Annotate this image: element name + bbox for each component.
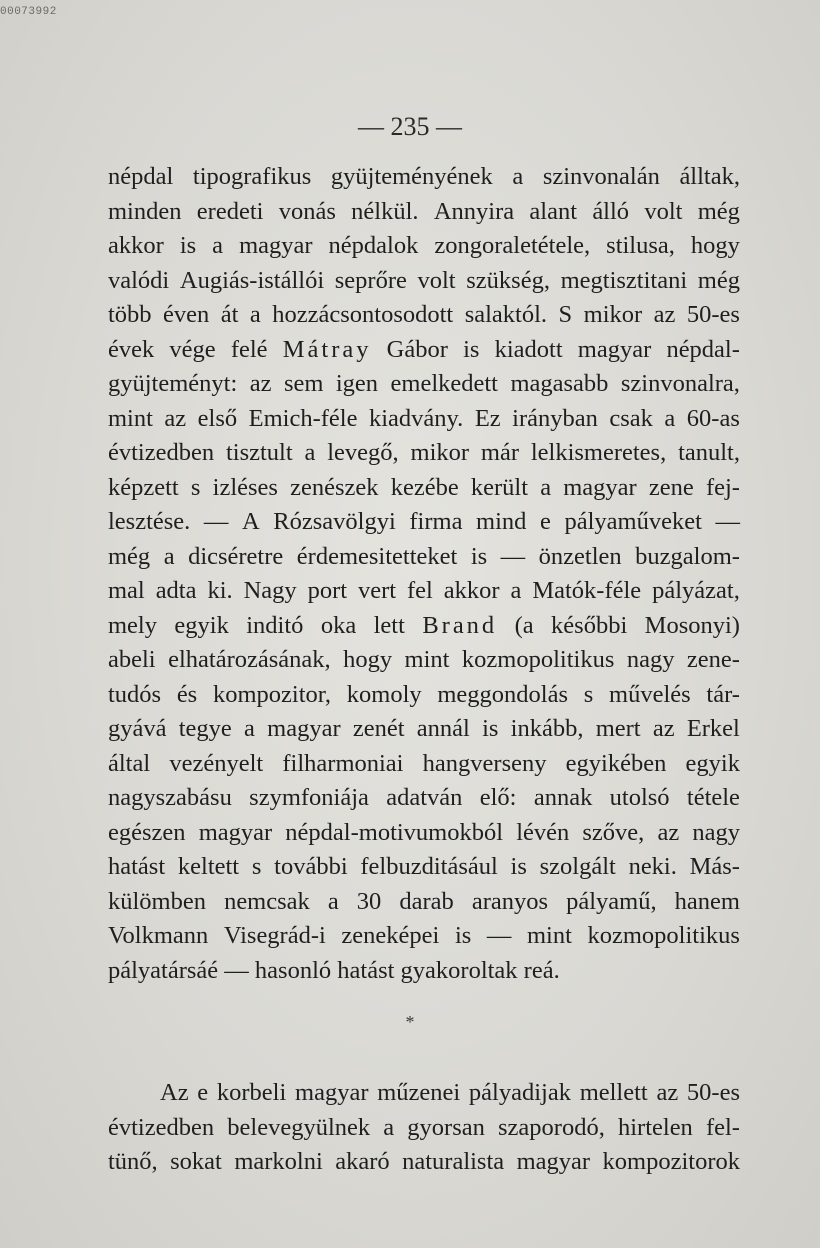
- word: a: [249, 301, 261, 328]
- text-line: [108, 1111, 740, 1146]
- word: mint: [526, 922, 572, 949]
- word: igen: [335, 370, 379, 397]
- word: tár-: [706, 680, 740, 708]
- word: alant: [529, 197, 578, 225]
- text-line: [108, 402, 740, 437]
- word: került: [470, 473, 529, 501]
- text-line: [108, 505, 740, 540]
- word: komoly: [346, 680, 422, 708]
- word: filharmoniai: [282, 749, 404, 777]
- word: kozmopolitikus: [587, 922, 740, 949]
- text-line: [108, 574, 740, 609]
- word: az: [656, 1079, 679, 1106]
- word: a: [512, 163, 524, 190]
- word: lelkismeretes,: [530, 439, 667, 466]
- word: stilusa,: [606, 232, 675, 259]
- word: művelés: [609, 680, 691, 708]
- paragraph-1: [108, 160, 740, 988]
- word: nagyszabásu: [108, 784, 232, 811]
- word: képzett: [108, 473, 179, 501]
- word: magyar: [239, 232, 313, 259]
- word: nagy: [626, 646, 675, 673]
- word: firma: [409, 508, 463, 535]
- word: magyar: [563, 473, 637, 501]
- word: több: [108, 301, 152, 328]
- word: későbbi: [551, 611, 628, 639]
- word: tipografikus: [192, 163, 312, 190]
- text-line: [108, 609, 740, 644]
- word: és: [176, 680, 198, 708]
- word: minden: [108, 197, 182, 225]
- word: inditó: [246, 611, 304, 639]
- word: hirtelen: [617, 1113, 693, 1141]
- word: Mosonyi): [644, 611, 740, 639]
- word: zenészek: [290, 473, 379, 501]
- word: szinvonalra,: [620, 370, 740, 397]
- text-line: [108, 195, 740, 230]
- word: keltett: [177, 853, 240, 880]
- word: korbeli: [216, 1079, 287, 1106]
- text-line: [108, 747, 740, 782]
- word: hozzácsontosodott: [272, 301, 454, 328]
- word: sem: [283, 370, 324, 397]
- word: a: [510, 577, 522, 604]
- word: —: [500, 542, 526, 570]
- word: volt: [417, 266, 456, 294]
- word: tudós: [108, 680, 162, 708]
- word: is: [470, 542, 488, 570]
- word: magyar: [516, 1148, 591, 1175]
- word: önzetlen: [538, 542, 622, 570]
- word: a: [383, 1113, 395, 1141]
- word: szükség,: [466, 266, 550, 294]
- word: Emich-féle: [248, 404, 358, 432]
- word: e: [540, 508, 551, 535]
- word: Erkel: [686, 715, 740, 742]
- word: 50-es: [686, 1079, 740, 1106]
- word: a: [664, 404, 676, 432]
- word: mikor: [583, 301, 643, 328]
- word: is: [463, 335, 480, 363]
- word: kozmopolitikus: [461, 646, 615, 673]
- word: szolgált: [539, 853, 616, 880]
- word: Nagy: [243, 577, 297, 604]
- text-line-last: pályatársáé — hasonló hatást gyakoroltak reá.: [108, 956, 560, 984]
- word: fel: [407, 577, 433, 604]
- word: az: [653, 301, 676, 328]
- word: is: [482, 715, 499, 742]
- word: Az: [160, 1079, 189, 1106]
- word: egészen: [108, 818, 186, 846]
- word: is: [510, 853, 527, 880]
- word: pályázat,: [652, 577, 740, 604]
- word: annak: [533, 784, 593, 811]
- word: éven: [163, 301, 210, 328]
- word: Ez: [474, 404, 501, 432]
- word: belevegyülnek: [227, 1113, 371, 1141]
- word: további: [274, 853, 348, 880]
- word: Más-: [689, 853, 740, 880]
- word: gyüjteményének: [330, 163, 493, 190]
- text-line: [108, 885, 740, 920]
- word: vége: [169, 335, 216, 363]
- word: vert: [357, 577, 397, 604]
- text-line: [108, 540, 740, 575]
- word: tisztult: [225, 439, 293, 466]
- word: műzenei: [377, 1079, 461, 1106]
- word: szőve,: [582, 818, 645, 846]
- word: mint: [404, 646, 450, 673]
- word: népdal-motivumokból: [285, 818, 504, 846]
- word: már: [480, 439, 519, 466]
- text-line: [108, 1076, 740, 1111]
- text-line: [108, 816, 740, 851]
- word: elő:: [479, 784, 517, 811]
- word: az: [652, 715, 675, 742]
- paragraph-2: [108, 1076, 740, 1180]
- section-separator: *: [405, 1012, 415, 1032]
- word: megtisztitani: [560, 266, 688, 294]
- word: Rózsavölgyi: [273, 508, 396, 535]
- word: tétele: [686, 784, 740, 811]
- word: Volkmann: [108, 922, 209, 949]
- word: hangverseny: [422, 749, 547, 777]
- word: a: [540, 473, 552, 501]
- word: mal: [108, 577, 145, 604]
- word: még: [697, 197, 740, 225]
- word: —: [203, 508, 229, 535]
- word: Augiás-istállói: [179, 266, 325, 294]
- word: külömben: [108, 887, 206, 915]
- word: Gábor: [386, 335, 448, 363]
- word: levegő,: [327, 439, 399, 466]
- text-line: [108, 298, 740, 333]
- text-line: [108, 781, 740, 816]
- word: 50-es: [686, 301, 740, 328]
- word: magyar: [295, 1079, 369, 1106]
- word: az: [249, 370, 272, 397]
- word: Matók-féle: [532, 577, 642, 604]
- word: akaró: [335, 1148, 390, 1175]
- word: az: [164, 404, 187, 432]
- word: nélkül.: [351, 197, 419, 225]
- word: érdemesitetteket: [296, 542, 458, 570]
- text-line: [108, 333, 740, 368]
- word: pályadijak: [468, 1079, 571, 1106]
- word: mikor: [410, 439, 470, 466]
- word: S: [558, 301, 573, 328]
- word: buzgalom-: [635, 542, 740, 570]
- word: akkor: [108, 232, 164, 259]
- word: s: [583, 680, 594, 708]
- word: egyikében: [565, 749, 667, 777]
- page-number: — 235 —: [358, 112, 462, 141]
- word: (a: [514, 611, 534, 639]
- word: Annyira: [433, 197, 515, 225]
- word: zene: [648, 473, 694, 501]
- word: gyüjteményt:: [108, 370, 238, 397]
- word: fel-: [705, 1113, 740, 1141]
- word: darab: [399, 887, 454, 915]
- word: szymfoniája: [249, 784, 369, 811]
- word: a: [244, 715, 255, 742]
- word: oka: [320, 611, 357, 639]
- word: kezébe: [390, 473, 459, 501]
- word: sokat: [170, 1148, 222, 1175]
- word: kompozitor,: [212, 680, 332, 708]
- word: első: [197, 404, 238, 432]
- word: hanem: [674, 887, 740, 915]
- word: lett: [373, 611, 405, 639]
- word: salaktól.: [464, 301, 548, 328]
- word: tünő,: [108, 1148, 158, 1175]
- word: adatván: [386, 784, 463, 811]
- word: is: [454, 922, 472, 949]
- word: irányban: [512, 404, 598, 432]
- word: valódi: [108, 266, 170, 294]
- word: emelkedett: [390, 370, 498, 397]
- text-line: [108, 712, 740, 747]
- word: népdalok: [328, 232, 419, 259]
- word: még: [108, 542, 151, 570]
- word: át: [220, 301, 239, 328]
- text-line: [108, 678, 740, 713]
- word: nemcsak: [224, 887, 310, 915]
- word: álltak,: [679, 163, 740, 190]
- word: pályaműveket: [564, 508, 702, 535]
- word: zeneképei: [341, 922, 440, 949]
- text-line: [108, 160, 740, 195]
- word: s: [251, 853, 262, 880]
- word: álló: [592, 197, 630, 225]
- word: hatást: [108, 853, 166, 880]
- word: annál: [416, 715, 470, 742]
- word: —: [715, 508, 740, 535]
- word: abeli: [108, 646, 156, 673]
- text-line: [108, 229, 740, 264]
- word: az: [657, 818, 680, 846]
- word: volt: [644, 197, 683, 225]
- text-line: [108, 471, 740, 506]
- text-line: [108, 436, 740, 471]
- word: naturalista: [402, 1148, 505, 1175]
- word: izléses: [212, 473, 278, 501]
- word: népdal: [108, 163, 174, 190]
- word: évtizedben: [108, 1113, 215, 1141]
- word: utolsó: [609, 784, 670, 811]
- word: a: [212, 232, 224, 259]
- word: egyik: [174, 611, 229, 639]
- word: hogy: [690, 232, 740, 259]
- word: mind: [476, 508, 527, 535]
- word: évtizedben: [108, 439, 215, 466]
- word: gyává: [108, 715, 167, 742]
- word: kompozitorok: [602, 1148, 740, 1175]
- word: akkor: [443, 577, 500, 604]
- word: s: [190, 473, 201, 501]
- text-line: [108, 643, 740, 678]
- word: pályamű,: [566, 887, 657, 915]
- word: mellett: [579, 1079, 648, 1106]
- word: népdal-: [666, 335, 740, 363]
- word: még: [697, 266, 740, 294]
- word: felbuzditásául: [360, 853, 498, 880]
- word: markolni: [234, 1148, 323, 1175]
- word: e: [197, 1079, 209, 1106]
- word: szaporodó,: [498, 1113, 605, 1141]
- word: Mátray: [282, 335, 372, 363]
- word: aranyos: [471, 887, 549, 915]
- word: zenét: [352, 715, 405, 742]
- word: lesztése.: [108, 508, 191, 535]
- word: kiadvány.: [368, 404, 464, 432]
- word: magyar: [267, 715, 341, 742]
- word: a: [327, 887, 339, 915]
- word: tanult,: [678, 439, 740, 466]
- word: meggondolás: [437, 680, 569, 708]
- word: mint: [108, 404, 153, 432]
- text-line: [108, 1145, 740, 1180]
- word: magyar: [198, 818, 273, 846]
- word: magasabb: [510, 370, 609, 397]
- word: inkább,: [510, 715, 584, 742]
- word: nagy: [692, 818, 740, 846]
- word: A: [242, 508, 260, 535]
- word: is: [179, 232, 197, 259]
- text-line: [108, 850, 740, 885]
- word: elhatározásának,: [168, 646, 331, 673]
- word: zene-: [686, 646, 740, 673]
- word: a: [304, 439, 316, 466]
- word: mert: [595, 715, 641, 742]
- word: felé: [230, 335, 268, 363]
- word: seprőre: [334, 266, 407, 294]
- word: vezényelt: [169, 749, 264, 777]
- word: 30: [356, 887, 382, 915]
- word: évek: [108, 335, 155, 363]
- word: lévén: [516, 818, 570, 846]
- word: 60-as: [686, 404, 740, 432]
- word: neki.: [628, 853, 677, 880]
- word: kiadott: [494, 335, 563, 363]
- word: port: [307, 577, 348, 604]
- word: Visegrád-i: [223, 922, 326, 949]
- word: dicséretre: [188, 542, 284, 570]
- word: hogy: [343, 646, 393, 673]
- word: magyar: [577, 335, 652, 363]
- word: a: [163, 542, 175, 570]
- word: gyorsan: [407, 1113, 485, 1141]
- word: egyik: [685, 749, 740, 777]
- word: tegye: [178, 715, 232, 742]
- word: által: [108, 749, 151, 777]
- word: —: [486, 922, 512, 949]
- word: csak: [609, 404, 653, 432]
- text-line: [108, 264, 740, 299]
- scan-id: 00073992: [0, 6, 57, 18]
- word: adta: [155, 577, 197, 604]
- word: fej-: [705, 473, 740, 501]
- word: szinvonalán: [542, 163, 660, 190]
- word: ki.: [207, 577, 233, 604]
- text-line: [108, 919, 740, 954]
- word: mely: [108, 611, 157, 639]
- word: eredeti: [196, 197, 264, 225]
- word: vonás: [278, 197, 336, 225]
- word: Brand: [422, 611, 498, 639]
- word: zongoraletétele,: [434, 232, 591, 259]
- text-line: [108, 367, 740, 402]
